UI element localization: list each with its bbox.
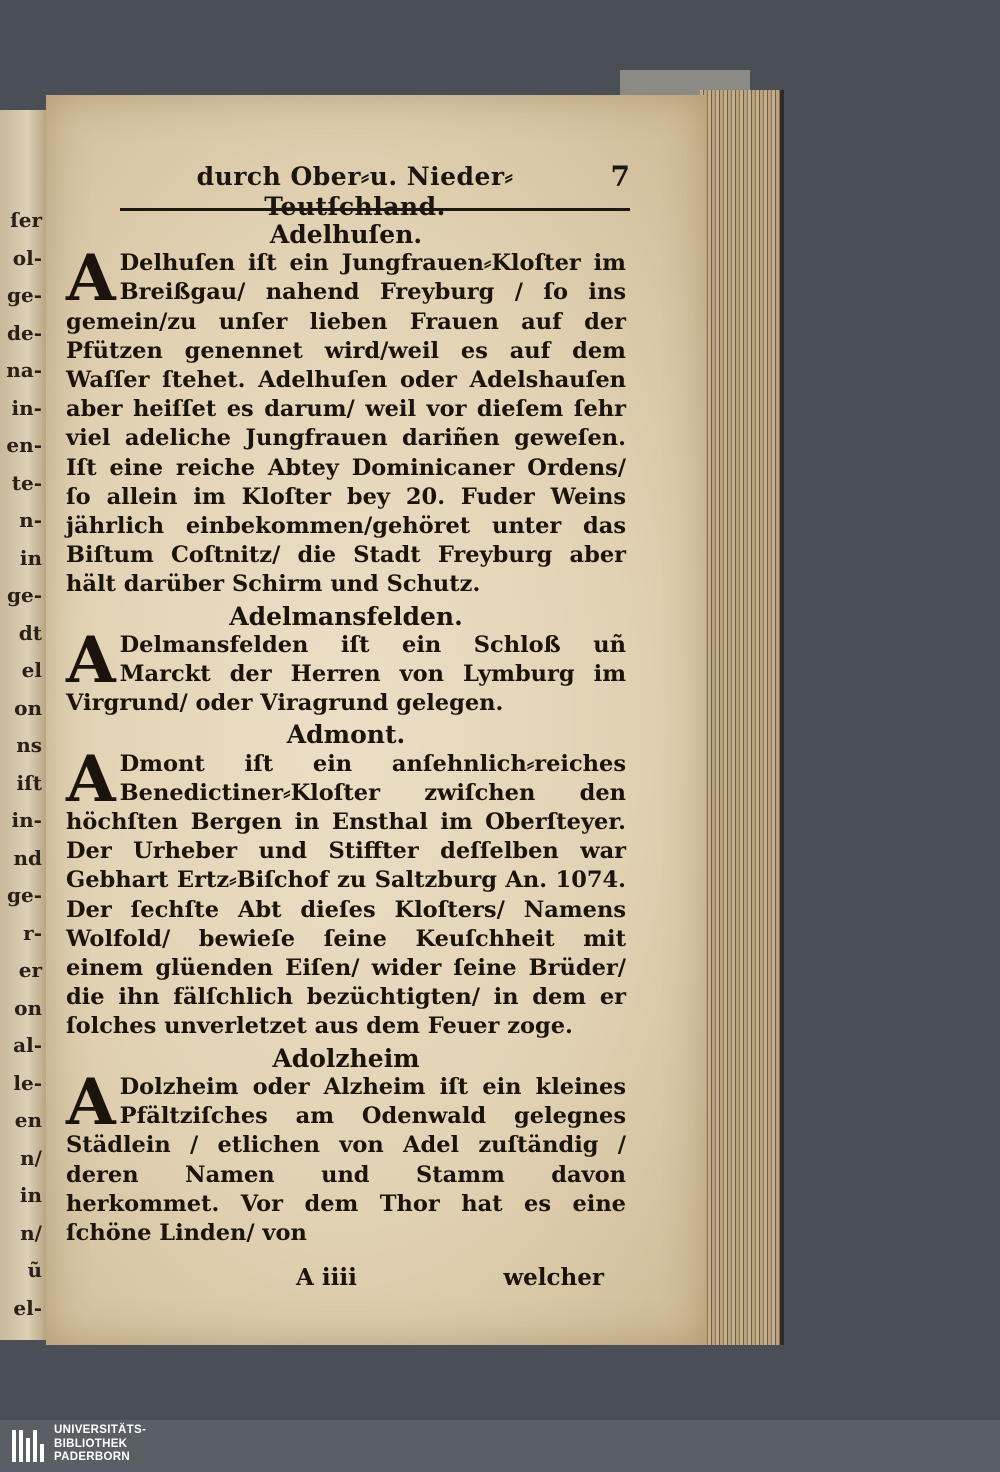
facing-page-fragment: ns [16,733,42,757]
entry-title: Adelmansfelden. [229,601,463,631]
facing-page-fragment: iſt [16,770,42,795]
entry-adelmansfelden [66,602,626,719]
facing-page-fragment: n/ [20,1145,42,1170]
entry-paragraph [66,1064,626,1248]
entry-admont [66,720,626,1041]
entry-title: Admont. [286,720,406,750]
facing-page-fragment: in [19,1183,42,1207]
entry-adolzheim [66,1044,626,1248]
facing-page-fragment: te- [11,470,42,495]
entry-text: Dolzheim oder Alzheim iſt ein kleines Pfältziſches am Odenwald gelegnes Städlein / etlichen von Adel zuſtändig / deren Namen und Stamm davon herkommet. Vor dem Thor hat es eine ſchöne Linden/ von [66,1073,626,1246]
library-name [54,1424,146,1465]
library-footer-bar [0,1420,1000,1472]
facing-page-fragment: na- [6,358,42,382]
drop-cap: A [66,241,116,317]
facing-page-fragment: dt [18,620,42,645]
entry-paragraph [66,241,626,599]
entry-adelhusen [66,220,626,600]
facing-page-fragment: ge- [6,283,42,307]
entry-text: Dmont iſt ein anſehnlich⸗reiches Benedictiner⸗Kloſter zwiſchen den höchſten Bergen in Ensthal im Oberſteyer. Der Urheber und Stiffter deſſelben war Gebhart Ertz⸗Biſchof zu Saltzburg An. 1074. Der ſechſte Abt dieſes Kloſters/ Namens Wolfold/ bewieſe ſeine Keuſchheit mit einem glüenden Eiſen/ wider ſeine Brüder/ die ihn fälſchlich bezüchtigten/ in dem er ſolches unverletzet aus dem Feuer zoge. [66,750,626,1040]
entry-text: Delhuſen iſt ein Jungfrauen⸗Kloſter im Breißgau/ nahend Freyburg / ſo ins gemein/zu unſer lieben Frauen auf der Pfützen genennet wird/weil es auf dem Waſſer ſtehet. Adelhuſen oder Adelshauſen aber heiſſet es darum/ weil vor dieſem ſehr viel adeliche Jungfrauen dariñen geweſen. Iſt eine reiche Abtey Dominicaner Ordens/ ſo allein im Kloſter bey 20. Fuder Weins jährlich einbekommen/gehöret unter das Biſtum Coſtnitz/ die Stadt Freyburg aber hält darüber Schirm und Schutz. [66,250,626,598]
entry-title: Adolzheim [272,1043,420,1073]
library-name-line: UNIVERSITÄTS- [54,1424,147,1436]
page-footer-line [66,1264,626,1296]
page-number: 7 [610,160,630,193]
facing-page-fragment: in- [11,808,42,832]
facing-page-fragment: n- [19,508,42,532]
library-logo-icon [10,1426,50,1466]
drop-cap: A [66,1064,116,1140]
facing-page-fragment: on [14,995,42,1020]
facing-page-fragment: en- [6,433,42,457]
facing-page-fragment: le- [13,1070,42,1095]
running-head: durch Ober⸗u. Nieder⸗Teutſchland. [196,162,514,221]
facing-page-fragment: r- [23,920,42,945]
facing-page-fragment: ũ [27,1258,42,1282]
drop-cap: A [66,622,116,698]
signature-mark: A iiii [296,1264,357,1291]
facing-page-fragment: en [14,1108,42,1132]
facing-page-fragment: el [21,658,42,682]
entry-text: Delmansfelden iſt ein Schloß uñ Marckt der Herren von Lymburg im Virgrund/ oder Viragrund gelegen. [66,631,626,717]
facing-page-fragment: ge- [6,583,42,607]
page-body [66,218,626,1248]
page-block-edges [700,90,784,1345]
facing-page-fragment: nd [13,845,42,870]
facing-page-fragment: el- [13,1295,42,1320]
library-name-line: PADERBORN [54,1451,130,1463]
facing-page-fragment: ge- [6,883,42,907]
facing-page-fragment: er [18,958,42,982]
library-name-line: BIBLIOTHEK [54,1437,128,1450]
facing-page-fragment: on [14,695,42,720]
facing-page-fragment: al- [13,1033,42,1057]
entry-title: Adelhuſen. [269,220,423,249]
entry-paragraph [66,622,626,719]
facing-page-fragment: in- [11,395,42,420]
catchword: welcher [503,1264,604,1291]
page-header [120,160,630,221]
facing-page-fragment: in [19,545,42,570]
entry-paragraph [66,741,626,1042]
facing-page-edge [0,110,49,1340]
facing-page-fragment: ol- [12,245,42,270]
facing-page-fragment: de- [6,320,42,345]
facing-page-fragment: n/ [20,1220,42,1245]
drop-cap: A [66,741,116,817]
facing-page-fragment: ſer [10,208,42,232]
